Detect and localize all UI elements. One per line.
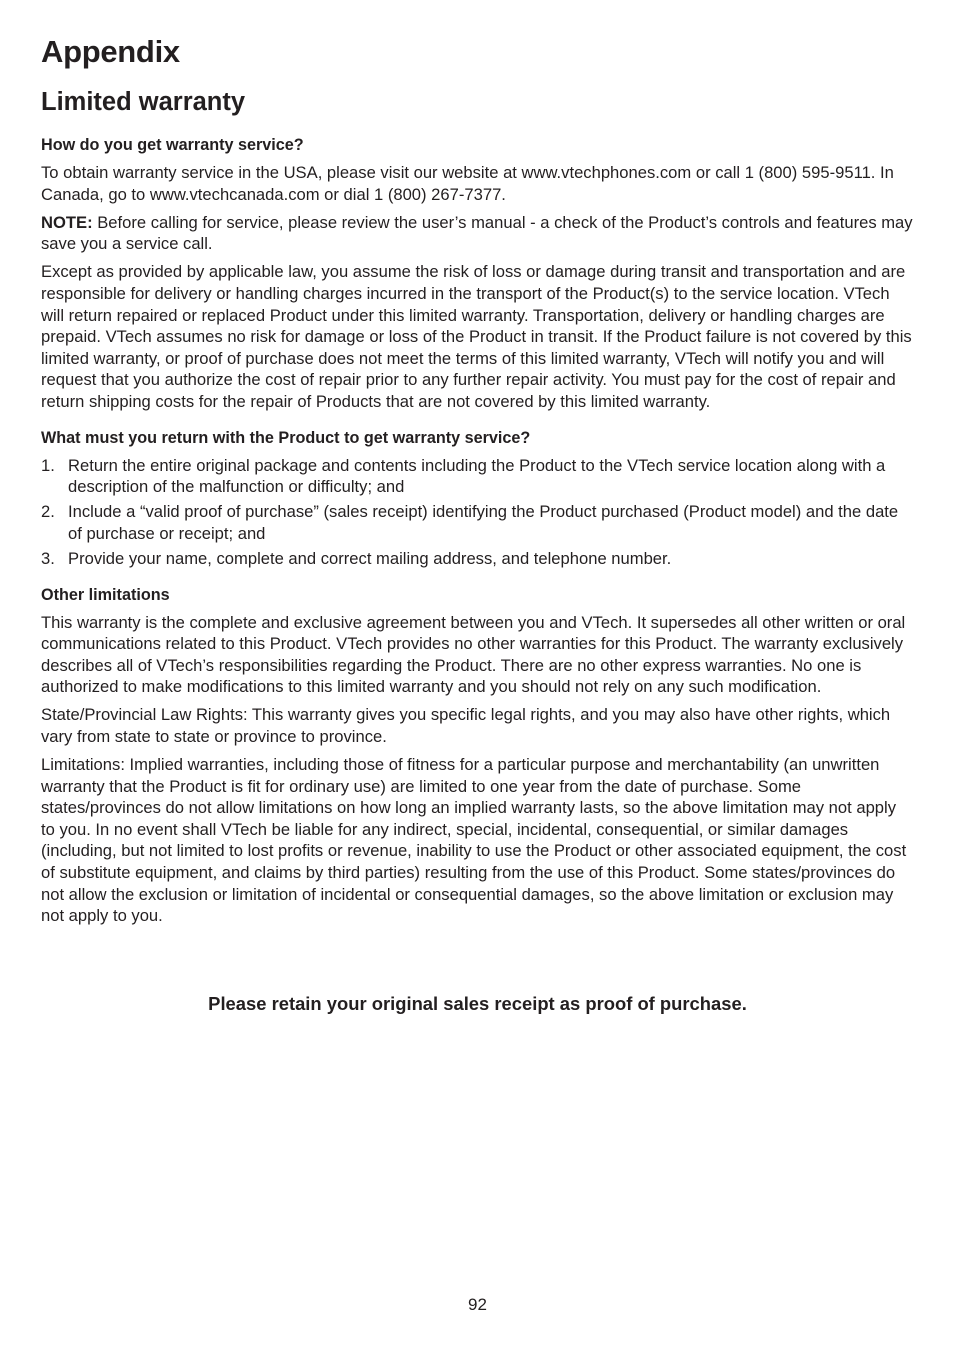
return-items-heading: What must you return with the Product to get warranty service? [41,428,531,447]
body-content [41,134,914,933]
law-rights-paragraph: State/Provincial Law Rights: This warranty gives you specific legal rights, and you may also have other rights, which vary from state to state or province to province. [41,705,891,746]
list-item [41,455,914,498]
page-number: 92 [468,1295,487,1314]
limitations-paragraph: Limitations: Implied warranties, including those of fitness for a particular purpose and merchantability (an unwritten warranty that the Product is fit for ordinary use) are limited to one year from the date of purchase. Some states/provinces do not allow limitations on how long an implied warranty lasts, so the above limitation may not apply to you. In no event shall VTech be liable for any indirect, special, incidental, consequential, or similar damages (including, but not limited to lost profits or revenue, inability to use the Product or other associated equipment, the cost of substitute equipment, and claims by third parties) resulting from the use of this Product. Some states/provinces do not allow the exclusion or limitation of incidental or consequential damages, so the above limitation or exclusion may not apply to you. [41,755,907,926]
return-items-list [41,455,914,570]
note-text: Before calling for service, please review the user’s manual - a check of the Product’s controls and features may save you a service call. [41,212,913,254]
list-item-number: 1. [41,455,55,475]
list-item [41,548,914,570]
warranty-service-contact-paragraph: To obtain warranty service in the USA, please visit our website at www.vtechphones.com or call 1 (800) 595-9511. In Canada, go to www.vtechcanada.com or dial 1 (800) 267-7377. [41,163,894,204]
note-paragraph [41,212,914,255]
subsection-title: Limited warranty [41,88,246,116]
complete-agreement-paragraph: This warranty is the complete and exclusive agreement between you and VTech. It supersedes all other written or oral communications related to this Product. VTech provides no other warranties for this Product. The warranty exclusively describes all of VTech’s responsibilities regarding the Product. There are no other express warranties. No one is authorized to make modifications to this limited warranty and you should not rely on any such modification. [41,612,906,697]
list-item-text: Include a “valid proof of purchase” (sales receipt) identifying the Product purchased (Product model) and the date of purchase or receipt; and [68,502,899,543]
list-item-text: Return the entire original package and contents including the Product to the VTech service location along with a description of the malfunction or difficulty; and [68,455,886,497]
list-item-number: 2. [41,502,55,522]
list-item-number: 3. [41,548,55,568]
note-label: NOTE: [41,212,93,232]
transport-risk-paragraph: Except as provided by applicable law, you assume the risk of loss or damage during transit and transportation and are responsible for delivery or handling charges incurred in the transport of the Product(s) to the service location. VTech will return repaired or replaced Product under this limited warranty. Transportation, delivery or handling charges are prepaid. VTech assumes no risk for damage or loss of the Product in transit. If the Product failure is not covered by this limited warranty, or proof of purchase does not meet the terms of this limited warranty, VTech will notify you and will request that you authorize the cost of repair prior to any further repair activity. You must pay for the cost of repair and return shipping costs for the repair of Products that are not covered by this limited warranty. [41,262,912,411]
retain-receipt-notice: Please retain your original sales receipt as proof of purchase. [208,993,747,1014]
warranty-service-heading: How do you get warranty service? [41,136,304,154]
list-item-text: Provide your name, complete and correct mailing address, and telephone number. [68,548,672,568]
other-limitations-heading: Other limitations [41,585,170,604]
list-item [41,501,914,544]
section-title: Appendix [41,34,180,69]
